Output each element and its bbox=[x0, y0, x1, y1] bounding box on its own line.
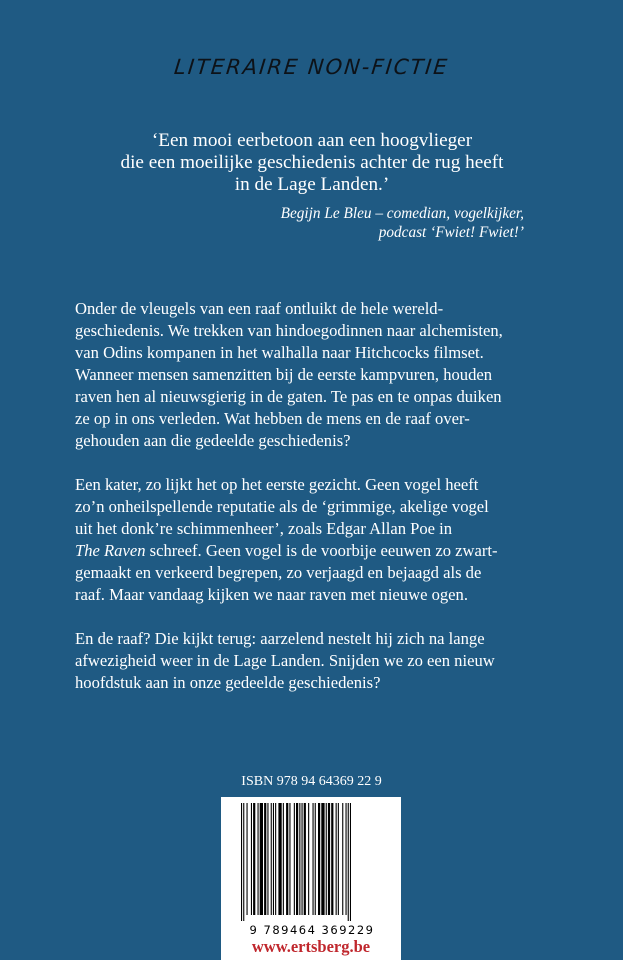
barcode-bar bbox=[346, 803, 347, 915]
barcode-bar bbox=[258, 803, 259, 915]
barcode-bar bbox=[247, 803, 248, 915]
quote-line: in de Lage Landen.’ bbox=[234, 174, 390, 195]
barcode-bar bbox=[286, 803, 288, 915]
isbn-label: ISBN 978 94 64369 22 9 bbox=[241, 774, 382, 789]
barcode-bar bbox=[326, 803, 327, 915]
blurb-line: raaf. Maar vandaag kijken we naar raven met nieuwe ogen. bbox=[75, 585, 468, 604]
barcode-bar bbox=[289, 803, 290, 915]
barcode-bar bbox=[331, 803, 333, 915]
blurb-line: raven hen al nieuwsgierig in de gaten. Te pas en te onpas duiken bbox=[75, 387, 502, 406]
barcode-bar bbox=[350, 803, 351, 921]
blurb-line: uit het donk’re schimmenheer’, zoals Edgar Allan Poe in bbox=[75, 519, 453, 538]
barcode-bar bbox=[336, 803, 337, 915]
barcode-digits: 9 789464 369229 bbox=[249, 923, 375, 937]
blurb-line: van Odins kompanen in het walhalla naar Hitchcocks filmset. bbox=[75, 343, 484, 362]
blurb-line: afwezigheid weer in de Lage Landen. Snijden we zo een nieuw bbox=[75, 651, 495, 670]
barcode-bar bbox=[348, 803, 349, 921]
blurb-line: gehouden aan die gedeelde geschiedenis? bbox=[75, 431, 351, 450]
blurb-line: ze op in ons verleden. Wat hebben de mens en de raaf over- bbox=[75, 409, 470, 428]
genre-label: LITERAIRE NON-FICTIE bbox=[173, 55, 450, 79]
blurb-line: hoofdstuk aan in onze gedeelde geschiedenis? bbox=[75, 673, 381, 692]
barcode-bar bbox=[308, 803, 309, 915]
barcode-bar bbox=[338, 803, 339, 915]
barcode bbox=[239, 803, 389, 921]
blurb-line: En de raaf? Die kijkt terug: aarzelend nestelt hij zich na lange bbox=[75, 629, 485, 648]
endorsement-quote bbox=[100, 130, 524, 242]
barcode-bar bbox=[299, 803, 300, 915]
blurb-line: Een kater, zo lijkt het op het eerste gezicht. Geen vogel heeft bbox=[75, 475, 479, 494]
barcode-bar bbox=[294, 803, 295, 915]
barcode-bar bbox=[273, 803, 274, 915]
blurb-line: Onder de vleugels van een raaf ontluikt de hele wereld- bbox=[75, 299, 444, 318]
blurb-line: gemaakt en verkeerd begrepen, zo verjaagd en bejaagd als de bbox=[75, 563, 482, 582]
barcode-bar bbox=[251, 803, 252, 915]
barcode-panel bbox=[221, 797, 401, 960]
attribution-line: podcast ‘Fwiet! Fwiet!’ bbox=[378, 224, 524, 241]
barcode-bar bbox=[271, 803, 272, 915]
barcode-bar bbox=[296, 803, 298, 915]
barcode-bar bbox=[275, 803, 276, 915]
quote-line: ‘Een mooi eerbetoon aan een hoogvlieger bbox=[151, 130, 473, 151]
book-title-the-raven: The Raven bbox=[75, 541, 146, 560]
barcode-bar bbox=[342, 803, 343, 915]
barcode-bar bbox=[243, 803, 244, 921]
barcode-bar bbox=[318, 803, 320, 915]
blurb-line: geschiedenis. We trekken van hindoegodinnen naar alchemisten, bbox=[75, 321, 503, 340]
quote-line: die een moeilijke geschiedenis achter de rug heeft bbox=[120, 152, 504, 173]
barcode-bar bbox=[264, 803, 266, 915]
barcode-bar bbox=[321, 803, 324, 915]
blurb-line-rest: schreef. Geen vogel is de voorbije eeuwen zo zwart- bbox=[149, 541, 498, 560]
barcode-bar bbox=[241, 803, 242, 921]
quote-attribution bbox=[100, 204, 524, 242]
blurb-paragraph-1 bbox=[75, 298, 555, 452]
barcode-bar bbox=[328, 803, 330, 915]
barcode-bar bbox=[304, 803, 306, 915]
publisher-website-link[interactable]: www.ertsberg.be bbox=[251, 937, 371, 956]
barcode-bar bbox=[278, 803, 281, 915]
barcode-bar bbox=[313, 803, 314, 915]
barcode-bar bbox=[260, 803, 263, 915]
barcode-bar bbox=[253, 803, 255, 915]
attribution-line: Begijn Le Bleu – comedian, vogelkijker, bbox=[280, 205, 524, 222]
blurb-paragraph-3 bbox=[75, 628, 555, 694]
blurb-text bbox=[75, 298, 555, 716]
barcode-bar bbox=[315, 803, 316, 915]
blurb-line: zo’n onheilspellende reputatie als de ‘grimmige, akelige vogel bbox=[75, 497, 489, 516]
blurb-line bbox=[75, 540, 555, 562]
blurb-line: Wanneer mensen samenzitten bij de eerste kampvuren, houden bbox=[75, 365, 493, 384]
blurb-paragraph-2 bbox=[75, 474, 555, 606]
barcode-bar bbox=[267, 803, 268, 915]
barcode-bar bbox=[302, 803, 303, 915]
barcode-bar bbox=[283, 803, 284, 915]
